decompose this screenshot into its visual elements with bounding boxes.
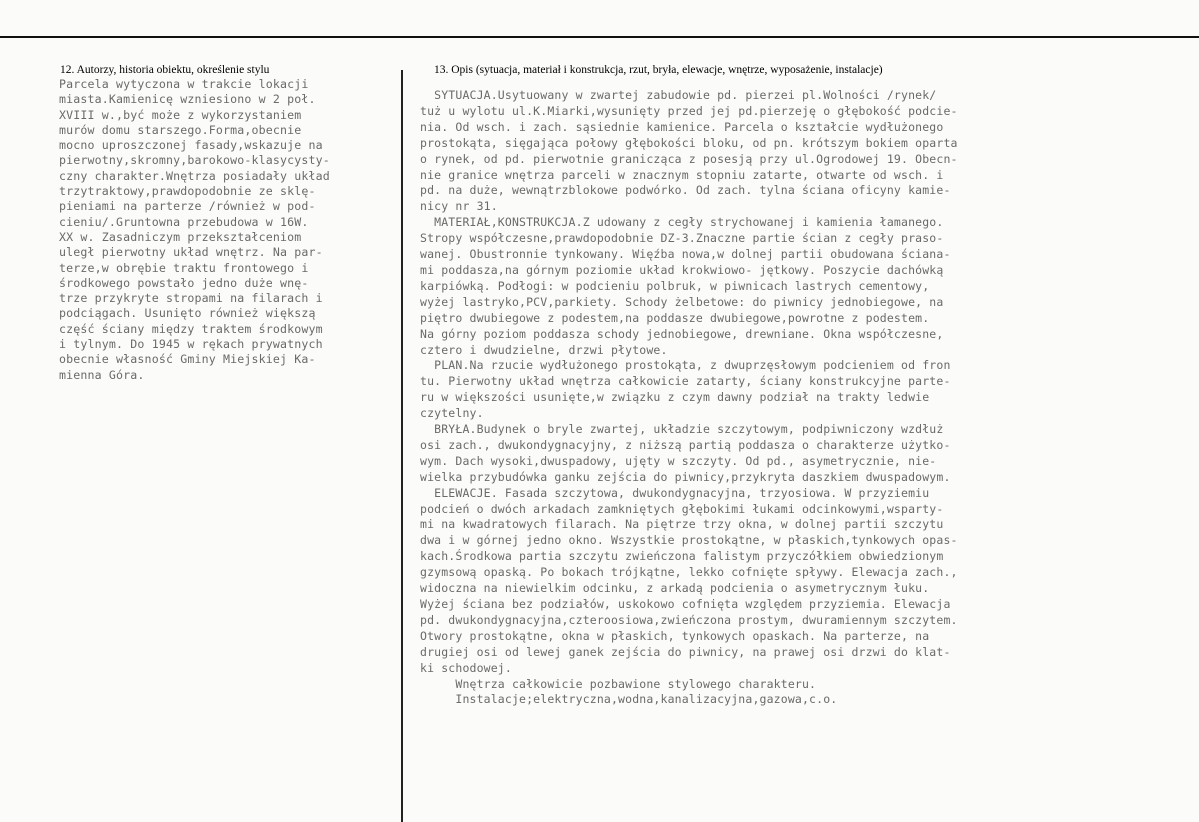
text-line: mienna Góra. xyxy=(59,367,145,382)
text-line: trze przykryte stropami na filarach i xyxy=(59,291,323,306)
section-13-heading: 13. Opis (sytuacja, materiał i konstrukcja, rzut, bryła, elewacje, wnętrze, wyposażenie, instalacje) xyxy=(434,64,883,76)
text-line: podcień o dwóch arkadach zamkniętych głębokimi łukami odcinkowymi,wsparty- xyxy=(420,501,944,516)
top-border-line xyxy=(0,36,1199,38)
text-line: wielka przybudówka ganku zejścia do piwnicy,przykryta daszkiem dwuspadowym. xyxy=(420,469,951,484)
description-text-block xyxy=(420,88,958,708)
text-line: ki schodowej. xyxy=(420,660,512,675)
text-line: PLAN.Na rzucie wydłużonego prostokąta, z dwuprzęsłowym podcieniem od fron xyxy=(420,358,951,373)
text-line: XVIII w.,być może z wykorzystaniem xyxy=(59,107,302,122)
text-line: trzytraktowy,prawdopodobnie ze sklę- xyxy=(59,184,316,199)
text-line: kach.Środkowa partia szczytu zwieńczona falistym przyczółkiem obwiedzionym xyxy=(420,549,944,564)
text-line: nie granice wnętrza parceli w znacznym stopniu zatarte, otwarte od wsch. i xyxy=(420,167,944,182)
text-line: Parcela wytyczona w trakcie lokacji xyxy=(59,77,309,91)
text-line: BRYŁA.Budynek o bryle zwartej, układzie szczytowym, podpiwniczony wzdłuż xyxy=(420,422,944,437)
text-line: mi na kwadratowych filarach. Na piętrze trzy okna, w dolnej partii szczytu xyxy=(420,517,944,532)
text-line: pieniami na parterze /również w pod- xyxy=(59,199,316,214)
text-line: XX w. Zasadniczym przekształceniom xyxy=(59,229,302,244)
text-line: i tylnym. Do 1945 w rękach prywatnych xyxy=(59,337,323,352)
history-text-block xyxy=(59,77,330,383)
text-line: terze,w obrębie traktu frontowego i xyxy=(59,260,309,275)
text-line: tu. Pierwotny układ wnętrza całkowicie zatarty, ściany konstrukcyjne parte- xyxy=(420,374,951,389)
text-line: gzymsową opaską. Po bokach trójkątne, lekko cofnięte spływy. Elewacja zach., xyxy=(420,565,958,580)
text-line: obecnie własność Gminy Miejskiej Ka- xyxy=(59,352,316,367)
text-line: nia. Od wsch. i zach. sąsiednie kamienice. Parcela o kształcie wydłużonego xyxy=(420,119,944,134)
text-line: Wnętrza całkowicie pozbawione stylowego charakteru. xyxy=(420,676,817,691)
text-line: wanej. Obustronnie tynkowany. Więźba nowa,w dolnej partii obudowana ściana- xyxy=(420,247,951,262)
text-line: nicy nr 31. xyxy=(420,199,498,214)
text-line: ru w większości usunięte,w związku z czym dawny podział na trakty ledwie xyxy=(420,390,930,405)
text-line: wym. Dach wysoki,dwuspadowy, ujęty w szczyty. Od pd., asymetrycznie, nie- xyxy=(420,453,937,468)
text-line: MATERIAŁ,KONSTRUKCJA.Z udowany z cegły strychowanej i kamienia łamanego. xyxy=(420,215,944,230)
text-line: prostokąta, sięgająca połowy głębokości bloku, od pn. krótszym bokiem oparta xyxy=(420,135,958,150)
text-line: pd. na duże, wewnątrzblokowe podwórko. Od zach. tylna ściana oficyny kamie- xyxy=(420,183,951,198)
text-line: drugiej osi od lewej ganek zejścia do piwnicy, na prawej osi drzwi do klat- xyxy=(420,644,951,659)
text-line: ELEWACJE. Fasada szczytowa, dwukondygnacyjna, trzyosiowa. W przyziemiu xyxy=(420,485,930,500)
text-line: czny charakter.Wnętrza posiadały układ xyxy=(59,168,330,183)
text-line: o rynek, od pd. pierwotnie granicząca z posesją przy ul.Ogrodowej 19. Obecn- xyxy=(420,151,958,166)
text-line: mi poddasza,na górnym poziomie układ krokwiowo- jętkowy. Poszycie dachówką xyxy=(420,262,944,277)
column-divider xyxy=(401,70,403,822)
text-line: część ściany między traktem środkowym xyxy=(59,321,323,336)
text-line: widoczna na niewielkim odcinku, z arkadą podcienia o asymetrycznym łuku. xyxy=(420,581,930,596)
text-line: SYTUACJA.Usytuowany w zwartej zabudowie pd. pierzei pl.Wolności /rynek/ xyxy=(420,88,937,102)
text-line: podciągach. Usunięto również większą xyxy=(59,306,316,321)
text-line: piętro dwubiegowe z podestem,na poddasze dwubiegowe,powrotne z podestem. xyxy=(420,310,930,325)
text-line: Stropy współczesne,prawdopodobnie DZ-3.Znaczne partie ścian z cegły praso- xyxy=(420,231,944,246)
text-line: czytelny. xyxy=(420,406,484,421)
text-line: pd. dwukondygnacyjna,czteroosiowa,zwieńczona prostym, dwuramiennym szczytem. xyxy=(420,612,958,627)
text-line: uległ pierwotny układ wnętrz. Na par- xyxy=(59,245,323,260)
text-line: Na górny poziom poddasza schody jednobiegowe, drewniane. Okna współczesne, xyxy=(420,326,944,341)
text-line: osi zach., dwukondygnacyjny, z niższą partią poddasza o charakterze użytko- xyxy=(420,437,951,452)
text-line: tuż u wylotu ul.K.Miarki,wysunięty przed jej pd.pierzeję o głębokość podcie- xyxy=(420,103,958,118)
text-line: wyżej lastryko,PCV,parkiety. Schody żelbetowe: do piwnicy jednobiegowe, na xyxy=(420,294,944,309)
text-line: Otwory prostokątne, okna w płaskich, tynkowych opaskach. Na parterze, na xyxy=(420,628,930,643)
text-line: środkowego powstało jedno duże wnę- xyxy=(59,275,309,290)
text-line: dwa i w górnej jedno okno. Wszystkie prostokątne, w płaskich,tynkowych opas- xyxy=(420,533,958,548)
section-12-heading: 12. Autorzy, historia obiektu, określenie stylu xyxy=(60,64,270,76)
text-line: Wyżej ściana bez podziałów, uskokowo cofnięta względem przyziemia. Elewacja xyxy=(420,597,951,611)
text-line: karpiówką. Podłogi: w podcieniu polbruk, w piwnicach lastrych cementowy, xyxy=(420,278,930,293)
text-line: mocno uproszczonej fasady,wskazuje na xyxy=(59,138,323,153)
text-line: Instalacje;elektryczna,wodna,kanalizacyjna,gazowa,c.o. xyxy=(420,692,838,707)
text-line: murów domu starszego.Forma,obecnie xyxy=(59,122,302,137)
text-line: cztero i dwudzielne, drzwi płytowe. xyxy=(420,342,668,357)
text-line: cieniu/.Gruntowna przebudowa w 16W. xyxy=(59,214,309,229)
text-line: miasta.Kamienicę wzniesiono w 2 poł. xyxy=(59,92,316,107)
text-line: pierwotny,skromny,barokowo-klasycysty- xyxy=(59,153,330,168)
